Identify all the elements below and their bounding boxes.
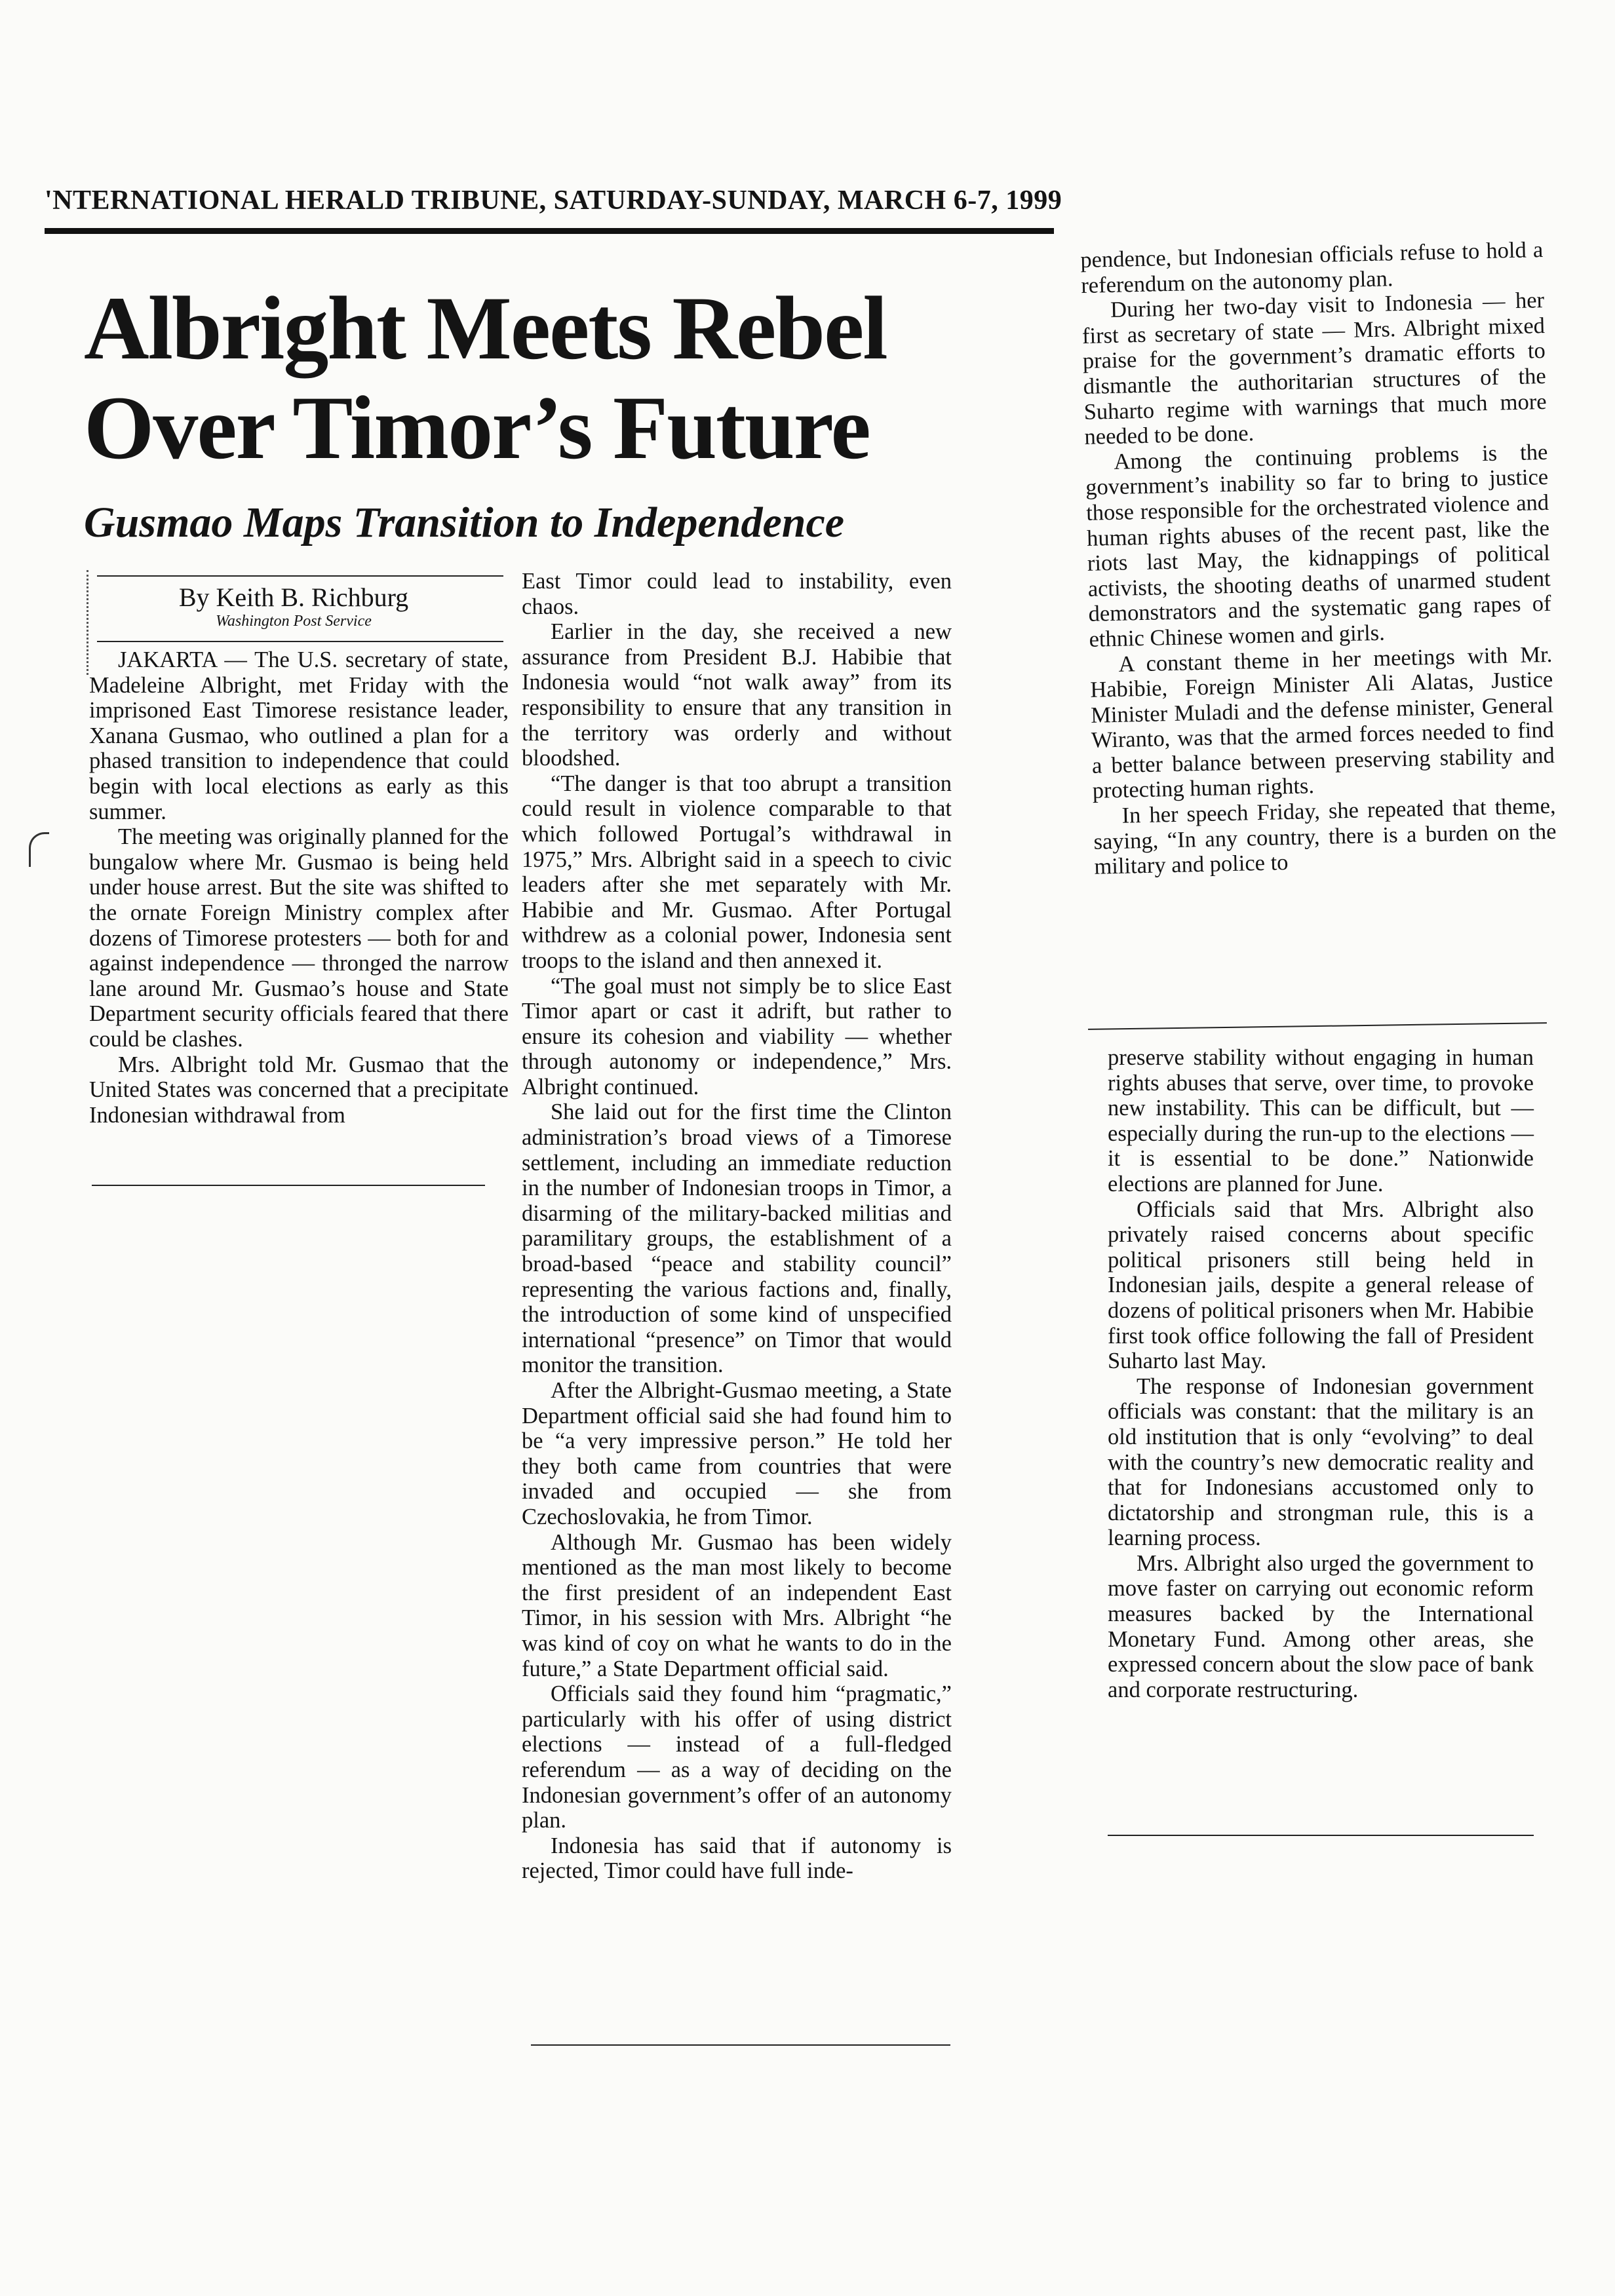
paragraph: Among the continuing problems is the government’s inability so far to bring to justice those responsible for the orchestrated violence and human rights abuses of the recent past, like the riots last May, the kidnappings of political activists, the shooting deaths of unarmed student demonstrators and the systematic gang rapes of ethnic Chinese women and girls. [1085, 439, 1551, 652]
headline [84, 278, 1015, 478]
paragraph: The response of Indonesian government officials was constant: that the military is an old institution that is only “evolving” to deal with the country’s new democratic reality and that for Indonesians accustomed only to dictatorship and strongman rule, this is a learning process. [1108, 1373, 1534, 1551]
subheadline: Gusmao Maps Transition to Independence [84, 499, 845, 546]
byline-top-rule [97, 575, 503, 577]
paragraph: Mrs. Albright also urged the government to move faster on carrying out economic reform measures backed by the International Monetary Fund. Among other areas, she expressed concern about the slow pace of bank and corporate restructuring. [1108, 1550, 1534, 1702]
paragraph: She laid out for the first time the Clinton administration’s broad views of a Timorese settlement, including an immediate reduction in the number of Indonesian troops in Timor, a disarming of the military-backed militias and paramilitary groups, the establishment of a broad-based “peace and stability council” representing the various factions and, finally, the introduction of some kind of unspecified international “presence” on Timor that would monitor the transition. [522, 1100, 952, 1378]
headline-line-1: Albright Meets Rebel [84, 278, 887, 378]
paragraph: In her speech Friday, she repeated that theme, saying, “In any country, there is a burden on the military and police to [1093, 793, 1557, 880]
paragraph: Officials said they found him “pragmatic,” particularly with his offer of using district elections — instead of a full-fledged referendum — as a way of deciding on the Indonesian government’s offer of an autonomy plan. [522, 1681, 952, 1833]
column-1-end-rule [92, 1185, 485, 1186]
headline-line-2: Over Timor’s Future [84, 377, 870, 478]
column-3-divider-rule [1088, 1022, 1547, 1030]
article-column-3-top [1080, 237, 1557, 880]
column-2-end-rule [531, 2044, 950, 2046]
article-column-2 [522, 569, 952, 1884]
paragraph: The meeting was originally planned for the bungalow where Mr. Gusmao is being held under house arrest. But the site was shifted to the ornate Foreign Ministry complex after dozens of Timorese protesters — both for and against independence — thronged the narrow lane around Mr. Gusmao’s house and State Department security officials feared that there could be clashes. [89, 824, 509, 1052]
masthead: 'NTERNATIONAL HERALD TRIBUNE, SATURDAY-SUNDAY, MARCH 6-7, 1999 [45, 185, 1062, 216]
paragraph: preserve stability without engaging in human rights abuses that serve, over time, to provoke new instability. This can be difficult, but — especially during the run-up to the elections — it is essential to be done.” Nationwide elections are planned for June. [1108, 1045, 1534, 1196]
paragraph: A constant theme in her meetings with Mr. Habibie, Foreign Minister Ali Alatas, Justice Minister Muladi and the defense minister, General Wiranto, was that the armed forces needed to find a better balance between preserving stability and protecting human rights. [1089, 641, 1555, 804]
paragraph: Indonesia has said that if autonomy is rejected, Timor could have full inde- [522, 1833, 952, 1884]
paragraph: Earlier in the day, she received a new assurance from President B.J. Habibie that Indonesia would “not walk away” from its responsibility to ensure that any transition in the territory was orderly and without bloodshed. [522, 619, 952, 771]
paragraph: “The danger is that too abrupt a transition could result in violence comparable to that which followed Portugal’s withdrawal in 1975,” Mrs. Albright said in a speech to civic leaders after she met separately with Mr. Habibie and Mr. Gusmao. After Portugal withdrew as a colonial power, Indonesia sent troops to the island and then annexed it. [522, 771, 952, 973]
margin-bracket [29, 832, 49, 867]
article-column-1 [89, 647, 509, 1128]
paragraph: “The goal must not simply be to slice East Timor apart or cast it adrift, but rather to ensure its cohesion and viability — whether through autonomy or independence,” Mrs. Albright continued. [522, 973, 952, 1100]
article-column-3-bottom [1108, 1045, 1534, 1702]
byline: By Keith B. Richburg [178, 583, 409, 612]
paragraph: After the Albright-Gusmao meeting, a State Department official said she had found him to be “a very impressive person.” He told her they both came from countries that were invaded and occupied — she from Czechoslovakia, he from Timor. [522, 1378, 952, 1529]
column-3-end-rule [1108, 1835, 1534, 1836]
paragraph: Officials said that Mrs. Albright also privately raised concerns about specific political prisoners still being held in Indonesian jails, despite a general release of dozens of political prisoners when Mr. Habibie first took office following the fall of President Suharto last May. [1108, 1196, 1534, 1374]
wire-service: Washington Post Service [216, 613, 372, 630]
paragraph: During her two-day visit to Indonesia — her first as secretary of state — Mrs. Albright mixed praise for the government’s dramatic efforts to dismantle the authoritarian structures of the Suharto regime with warnings that much more needed to be done. [1081, 288, 1547, 450]
paragraph: Although Mr. Gusmao has been widely mentioned as the man most likely to become the first president of an independent East Timor, in his session with Mrs. Albright “he was kind of coy on what he wants to do in the future,” a State Department official said. [522, 1529, 952, 1681]
paragraph: JAKARTA — The U.S. secretary of state, Madeleine Albright, met Friday with the imprisoned East Timorese resistance leader, Xanana Gusmao, who outlined a plan for a phased transition to independence that could begin with local elections as early as this summer. [89, 647, 509, 824]
paragraph: pendence, but Indonesian officials refuse to hold a referendum on the autonomy plan. [1080, 237, 1544, 298]
masthead-rule [45, 228, 1054, 234]
paragraph: East Timor could lead to instability, even chaos. [522, 569, 952, 619]
byline-bottom-rule [97, 641, 503, 642]
paragraph: Mrs. Albright told Mr. Gusmao that the United States was concerned that a precipitate Indonesian withdrawal from [89, 1052, 509, 1128]
